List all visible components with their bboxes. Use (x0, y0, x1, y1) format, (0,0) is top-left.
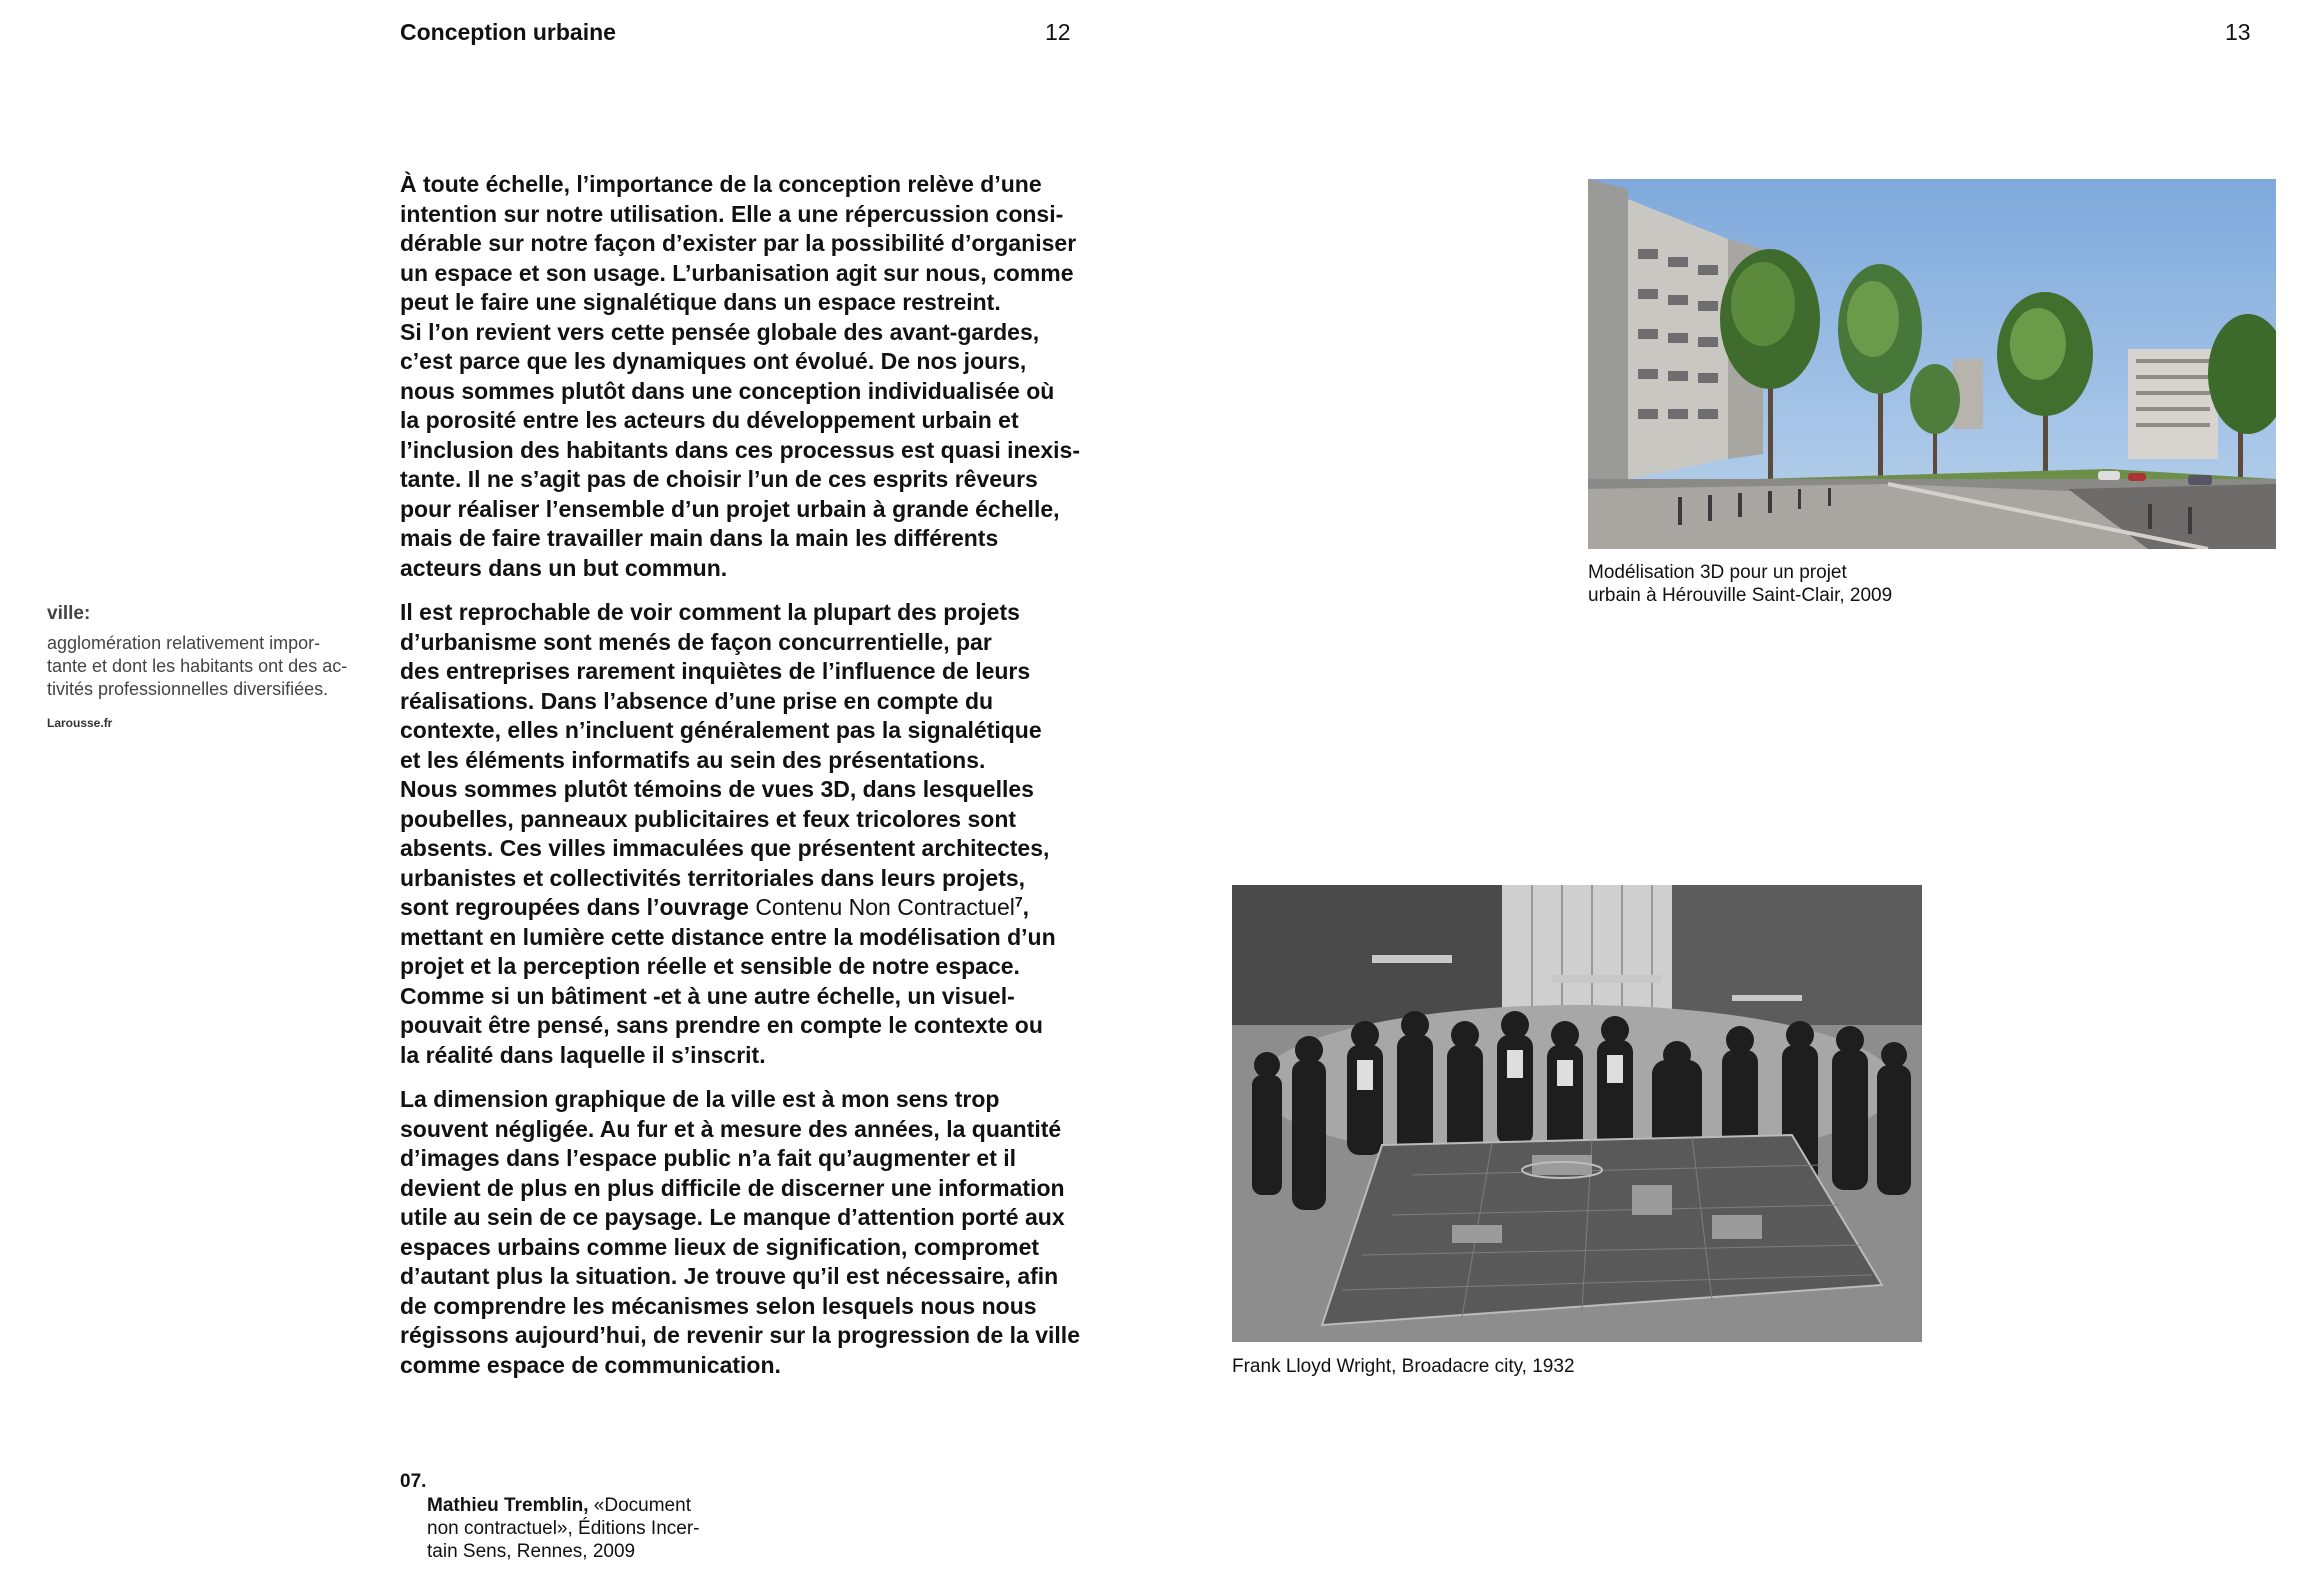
footnote-reference: «Document non contractuel», Éditions Incer- tain Sens, Rennes, 2009 (427, 1495, 700, 1562)
paragraph-2-end: , mettant en lumière cette distance entre la modélisation d’un projet et la perception réelle et sensible de notre espace. Comme si un bâtiment -et à une autre échelle, un visuel- pouvait être pensé, sans prendre en compte le contexte ou la réalité dans laquelle il s’inscrit. (400, 894, 1056, 1068)
section-title: Conception urbaine (400, 19, 616, 45)
body-paragraph-2 (400, 598, 1100, 1070)
definition-text: agglomération relativement impor- tante et dont les habitants ont des ac- tivités professionnelles diversifiées. (47, 633, 348, 699)
definition-source: Larousse.fr (47, 716, 113, 730)
footnote-text (427, 1494, 757, 1563)
footnote-ref: 7 (1014, 893, 1023, 910)
page-number-left: 12 (1045, 19, 1071, 45)
definition-term: ville: (47, 603, 91, 624)
render-image (1588, 179, 2276, 549)
render-caption: Modélisation 3D pour un projet urbain à Hérouville Saint-Clair, 2009 (1588, 562, 1893, 606)
body-text (400, 170, 1100, 1395)
page-number-right: 13 (2225, 19, 2251, 45)
book-title: Contenu Non Contractuel (755, 894, 1015, 920)
body-paragraph-3: La dimension graphique de la ville est à mon sens trop souvent négligée. Au fur et à mesure des années, la quantité d’images dans l’espace public n’a fait qu’augmenter et il devient de plus en plus difficile de discerner une information utile au sein de ce paysage. Le manque d’attention porté aux espaces urbains comme lieux de signification, compromet d’autant plus la situation. Je trouve qu’il est nécessaire, afin de comprendre les mécanismes selon lesquels nous nous régissons aujourd’hui, de revenir sur la progression de la ville comme espace de communication. (400, 1086, 1080, 1378)
archival-photo (1232, 885, 1922, 1342)
footnote-author: Mathieu Tremblin, (427, 1495, 589, 1516)
footnote-number: 07. (400, 1471, 427, 1492)
paragraph-2-start: Il est reprochable de voir comment la plupart des projets d’urbanisme sont menés de façon concurrentielle, par des entreprises rarement inquiètes de l’influence de leurs réalisations. Dans l’absence d’une prise en compte du contexte, elles n’incluent généralement pas la signalétique et les éléments informatifs au sein des présentations. Nous sommes plutôt témoins de vues 3D, dans lesquelles poubelles, panneaux publicitaires et feux tricolores sont absents. Ces villes immaculées que présentent architectes, urbanistes et collectivités territoriales dans leurs projets, sont regroupées dans l’ouvrage (400, 599, 1050, 920)
photo-caption: Frank Lloyd Wright, Broadacre city, 1932 (1232, 1356, 1575, 1377)
body-paragraph-1: À toute échelle, l’importance de la conception relève d’une intention sur notre utilisation. Elle a une répercussion consi- dérable sur notre façon d’exister par la possibilité d’organiser un espace et son usage. L’urbanisation agit sur nous, comme peut le faire une signalétique dans un espace restreint. Si l’on revient vers cette pensée globale des avant-gardes, c’est parce que les dynamiques ont évolué. De nos jours, nous sommes plutôt dans une conception individualisée où la porosité entre les acteurs du développement urbain et l’inclusion des habitants dans ces processus est quasi inexis- tante. Il ne s’agit pas de choisir l’un de ces esprits rêveurs pour réaliser l’ensemble d’un projet urbain à grande échelle, mais de faire travailler main dans la main les différents acteurs dans un but commun. (400, 171, 1081, 581)
